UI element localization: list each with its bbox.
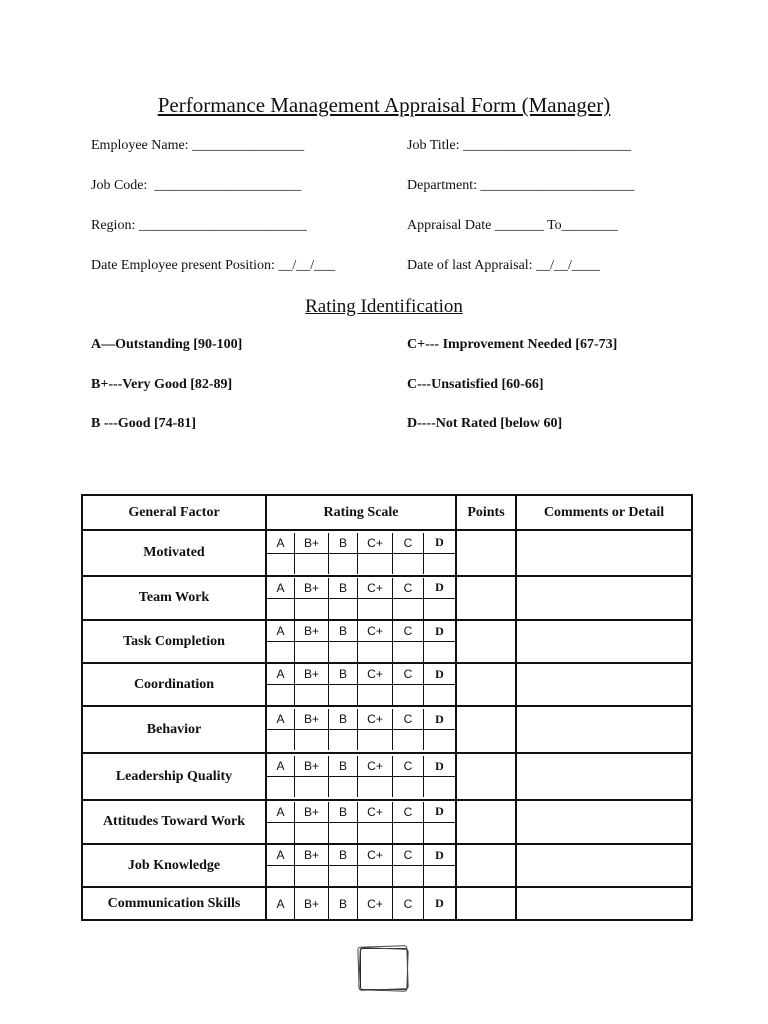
points-cell[interactable]: [456, 663, 516, 706]
scale-mark-box[interactable]: [329, 642, 358, 663]
scale-label: C+: [358, 709, 393, 730]
header-comments: Comments or Detail: [516, 495, 692, 530]
scale-label: A: [267, 578, 295, 599]
present-position-date-field[interactable]: Date Employee present Position: __/__/___: [91, 258, 336, 273]
scale-mark-box[interactable]: [358, 866, 393, 887]
scale-label: C+: [358, 533, 393, 554]
scale-label: D: [424, 533, 456, 554]
comments-cell[interactable]: [516, 844, 692, 887]
scale-label: A: [267, 664, 295, 685]
scale-label: C: [393, 621, 424, 642]
scale-mark-box[interactable]: [329, 685, 358, 706]
scale-label: C: [393, 709, 424, 730]
factor-label: Motivated: [82, 530, 266, 576]
scale-mark-box[interactable]: [358, 822, 393, 843]
rating-scale-cell: [266, 576, 456, 620]
scale-label: B: [329, 802, 358, 823]
rating-scale-cell: [266, 663, 456, 706]
scale-mark-box[interactable]: [393, 642, 424, 663]
factor-label: Team Work: [82, 576, 266, 620]
rating-scale-cell: [266, 620, 456, 663]
form-title: Performance Management Appraisal Form (Manager): [157, 93, 611, 117]
scale-mark-box[interactable]: [358, 685, 393, 706]
scale-label: B: [329, 888, 358, 919]
scale-mark-box[interactable]: [295, 553, 329, 574]
factor-label: Job Knowledge: [82, 844, 266, 887]
job-code-field[interactable]: Job Code: _____________________: [91, 178, 302, 193]
rating-b-legend: B ---Good [74-81]: [91, 416, 196, 431]
scale-mark-box[interactable]: [267, 822, 295, 843]
scale-mark-box[interactable]: [295, 598, 329, 619]
rating-scale-grid: [267, 578, 455, 619]
scale-label: C: [393, 888, 424, 919]
rating-scale-grid: [267, 845, 455, 886]
table-row: [82, 800, 692, 844]
scale-label: B+: [295, 664, 329, 685]
scale-mark-box[interactable]: [295, 685, 329, 706]
factor-label: Coordination: [82, 663, 266, 706]
table-row: [82, 887, 692, 920]
scale-label: B+: [295, 756, 329, 777]
scale-label: B+: [295, 533, 329, 554]
scale-mark-box[interactable]: [424, 685, 456, 706]
factor-label: Communication Skills: [82, 887, 266, 920]
scale-label: D: [424, 802, 456, 823]
scale-label: D: [424, 845, 456, 866]
scale-label: C: [393, 533, 424, 554]
scale-mark-box[interactable]: [358, 598, 393, 619]
appraisal-table: [81, 494, 693, 921]
scale-mark-box[interactable]: [295, 642, 329, 663]
scale-label: D: [424, 756, 456, 777]
scale-mark-box[interactable]: [329, 777, 358, 798]
scale-mark-box[interactable]: [424, 553, 456, 574]
scale-label: A: [267, 709, 295, 730]
scale-mark-box[interactable]: [424, 730, 456, 751]
scale-mark-box[interactable]: [393, 598, 424, 619]
scale-mark-box[interactable]: [358, 777, 393, 798]
comments-cell[interactable]: [516, 530, 692, 576]
scale-mark-box[interactable]: [393, 822, 424, 843]
points-cell[interactable]: [456, 530, 516, 576]
scale-label: D: [424, 664, 456, 685]
scale-label: C: [393, 664, 424, 685]
scale-mark-box[interactable]: [358, 642, 393, 663]
job-title-field[interactable]: Job Title: ________________________: [407, 138, 632, 153]
rating-scale-grid: [267, 533, 455, 574]
region-field[interactable]: Region: ________________________: [91, 218, 307, 233]
points-cell[interactable]: [456, 887, 516, 920]
factor-label: Attitudes Toward Work: [82, 800, 266, 844]
scale-label: C+: [358, 621, 393, 642]
scale-label: B+: [295, 578, 329, 599]
scale-mark-box[interactable]: [393, 553, 424, 574]
table-row: [82, 530, 692, 576]
scale-label: D: [424, 709, 456, 730]
scale-mark-box[interactable]: [267, 866, 295, 887]
table-header-row: [82, 495, 692, 530]
scale-label: C+: [358, 888, 393, 919]
scale-mark-box[interactable]: [393, 685, 424, 706]
points-cell[interactable]: [456, 753, 516, 800]
scale-mark-box[interactable]: [424, 598, 456, 619]
table-row: [82, 753, 692, 800]
table-row: [82, 576, 692, 620]
scale-label: A: [267, 621, 295, 642]
scale-mark-box[interactable]: [329, 598, 358, 619]
rating-cplus-legend: C+--- Improvement Needed [67-73]: [407, 337, 618, 352]
scale-label: C+: [358, 664, 393, 685]
points-cell[interactable]: [456, 576, 516, 620]
scale-label: A: [267, 888, 295, 919]
scale-label: C+: [358, 845, 393, 866]
comments-cell[interactable]: [516, 706, 692, 753]
scale-mark-box[interactable]: [358, 730, 393, 751]
scale-mark-box[interactable]: [393, 866, 424, 887]
scale-mark-box[interactable]: [329, 822, 358, 843]
points-cell[interactable]: [456, 844, 516, 887]
rating-scale-grid: [267, 621, 455, 662]
rating-c-legend: C---Unsatisfied [60-66]: [407, 377, 544, 392]
scale-mark-box[interactable]: [295, 730, 329, 751]
rating-scale-cell: [266, 530, 456, 576]
points-cell[interactable]: [456, 800, 516, 844]
scale-label: C+: [358, 802, 393, 823]
rating-scale-grid: [267, 709, 455, 750]
scale-mark-box[interactable]: [424, 777, 456, 798]
scale-label: A: [267, 533, 295, 554]
scale-mark-box[interactable]: [424, 642, 456, 663]
scale-label: C: [393, 845, 424, 866]
scale-mark-box[interactable]: [329, 730, 358, 751]
comments-cell[interactable]: [516, 887, 692, 920]
appraisal-date-field[interactable]: Appraisal Date _______ To________: [407, 218, 618, 233]
factor-label: Task Completion: [82, 620, 266, 663]
rating-scale-grid: [267, 888, 455, 919]
rating-scale-cell: [266, 887, 456, 920]
employee-name-field[interactable]: Employee Name: ________________: [91, 138, 305, 153]
scale-label: C+: [358, 756, 393, 777]
scale-label: B+: [295, 888, 329, 919]
rating-scale-grid: [267, 756, 455, 797]
scale-mark-box[interactable]: [267, 553, 295, 574]
rating-a-legend: A—Outstanding [90-100]: [91, 337, 243, 352]
comments-cell[interactable]: [516, 576, 692, 620]
scale-label: B: [329, 578, 358, 599]
comments-cell[interactable]: [516, 663, 692, 706]
scale-label: D: [424, 621, 456, 642]
scale-label: B+: [295, 845, 329, 866]
rating-d-legend: D----Not Rated [below 60]: [407, 416, 563, 431]
scale-mark-box[interactable]: [267, 642, 295, 663]
scale-label: C: [393, 802, 424, 823]
scale-label: B+: [295, 709, 329, 730]
scale-mark-box[interactable]: [267, 730, 295, 751]
comments-cell[interactable]: [516, 800, 692, 844]
scale-mark-box[interactable]: [329, 553, 358, 574]
scale-mark-box[interactable]: [267, 685, 295, 706]
scale-label: B: [329, 709, 358, 730]
scale-label: A: [267, 756, 295, 777]
scale-label: B: [329, 664, 358, 685]
comments-cell[interactable]: [516, 620, 692, 663]
points-cell[interactable]: [456, 620, 516, 663]
scale-label: B: [329, 756, 358, 777]
rating-scale-cell: [266, 753, 456, 800]
department-field[interactable]: Department: ______________________: [407, 178, 635, 193]
scale-mark-box[interactable]: [393, 730, 424, 751]
scale-label: C: [393, 578, 424, 599]
scale-label: D: [424, 888, 456, 919]
scale-label: B: [329, 533, 358, 554]
scale-mark-box[interactable]: [393, 777, 424, 798]
scale-label: C+: [358, 578, 393, 599]
rating-scale-cell: [266, 844, 456, 887]
scale-mark-box[interactable]: [424, 822, 456, 843]
scale-mark-box[interactable]: [295, 822, 329, 843]
scale-label: B: [329, 845, 358, 866]
scale-mark-box[interactable]: [358, 553, 393, 574]
header-points: Points: [456, 495, 516, 530]
rating-scale-cell: [266, 800, 456, 844]
rating-scale-cell: [266, 706, 456, 753]
header-general-factor: General Factor: [82, 495, 266, 530]
factor-label: Leadership Quality: [82, 753, 266, 800]
scale-mark-box[interactable]: [329, 866, 358, 887]
table-row: [82, 706, 692, 753]
scale-mark-box[interactable]: [267, 777, 295, 798]
scale-label: B+: [295, 621, 329, 642]
scale-label: C: [393, 756, 424, 777]
rating-scale-grid: [267, 802, 455, 843]
last-appraisal-date-field[interactable]: Date of last Appraisal: __/__/____: [407, 258, 600, 273]
factor-label: Behavior: [82, 706, 266, 753]
scale-label: A: [267, 802, 295, 823]
rating-scale-grid: [267, 664, 455, 705]
points-cell[interactable]: [456, 706, 516, 753]
table-row: [82, 620, 692, 663]
rating-bplus-legend: B+---Very Good [82-89]: [91, 377, 233, 392]
scale-label: D: [424, 578, 456, 599]
rating-identification-heading: Rating Identification: [305, 296, 463, 317]
header-rating-scale: Rating Scale: [266, 495, 456, 530]
table-row: [82, 844, 692, 887]
scale-label: A: [267, 845, 295, 866]
scale-label: B: [329, 621, 358, 642]
scale-mark-box[interactable]: [424, 866, 456, 887]
table-row: [82, 663, 692, 706]
page-number-box: [360, 948, 408, 990]
comments-cell[interactable]: [516, 753, 692, 800]
scale-mark-box[interactable]: [295, 777, 329, 798]
scale-label: B+: [295, 802, 329, 823]
scale-mark-box[interactable]: [295, 866, 329, 887]
scale-mark-box[interactable]: [267, 598, 295, 619]
